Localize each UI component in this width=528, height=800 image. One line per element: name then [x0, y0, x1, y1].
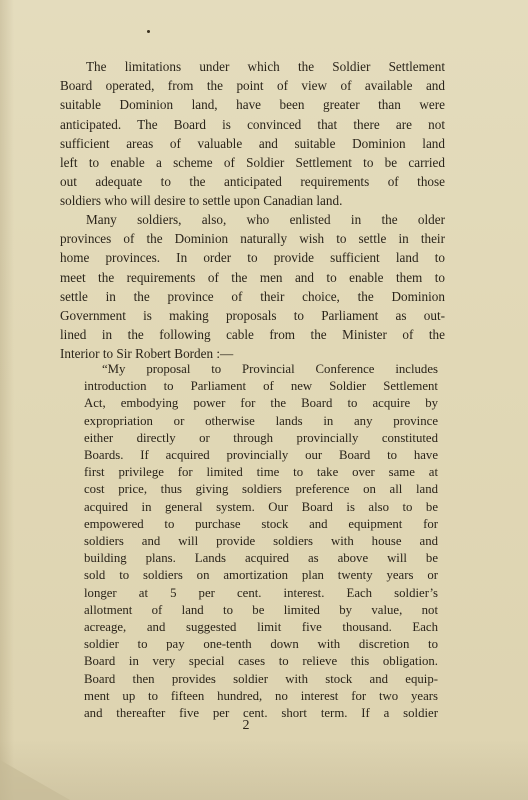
paragraph-provincial-settlement	[60, 210, 445, 364]
folded-corner	[0, 760, 70, 800]
text-line: soldiers who will desire to settle upon Canadian land.	[60, 193, 343, 209]
quote-line: acquired in general system. Our Board is also to be	[84, 499, 438, 514]
quote-line: cost price, thus giving soldiers preference on all land	[84, 482, 438, 497]
text-line: sufficient areas of valuable and suitable Dominion land	[60, 135, 445, 151]
quote-line: Act, embodying power for the Board to acquire by	[84, 396, 438, 411]
quote-line: ment up to fifteen hundred, no interest for two years	[84, 688, 438, 703]
page-shadow-left	[0, 0, 14, 800]
quote-line: allotment of land to be limited by value, not	[84, 602, 438, 617]
quote-line: Board in very special cases to relieve this obligation.	[84, 654, 438, 669]
quote-line: soldiers and will provide soldiers with house and	[84, 534, 438, 549]
quote-line: longer at 5 per cent. interest. Each soldier’s	[84, 585, 438, 600]
text-line: suitable Dominion land, have been greater than were	[60, 97, 445, 113]
page-shadow-bottom	[0, 740, 528, 800]
text-line: provinces of the Dominion naturally wish to settle in their	[60, 231, 445, 247]
quote-line: and thereafter five per cent. short term. If a soldier	[84, 706, 438, 721]
quote-line: expropriation or otherwise lands in any province	[84, 413, 438, 428]
text-line: home provinces. In order to provide sufficient land to	[60, 250, 445, 266]
text-line: meet the requirements of the men and to enable them to	[60, 269, 445, 285]
text-line: Interior to Sir Robert Borden :—	[60, 346, 234, 362]
text-line: Many soldiers, also, who enlisted in the older	[86, 212, 445, 227]
quote-line: acreage, and suggested limit five thousand. Each	[84, 620, 438, 635]
text-line: out adequate to the anticipated requirements of those	[60, 174, 445, 190]
quote-line: sold to soldiers on amortization plan twenty years or	[84, 568, 438, 583]
quoted-cable	[84, 361, 438, 722]
text-line: anticipated. The Board is convinced that there are not	[60, 116, 445, 132]
quote-line: first privilege for limited time to take over same at	[84, 465, 438, 480]
quote-line: either directly or through provincially constituted	[84, 430, 438, 445]
paragraph-soldier-settlement-limitations	[60, 57, 445, 211]
text-line: The limitations under which the Soldier Settlement	[86, 59, 445, 74]
quote-line: Boards. If acquired provincially our Board to have	[84, 448, 438, 463]
page-number: 2	[242, 718, 250, 733]
quote-line: “My proposal to Provincial Conference includes	[102, 362, 438, 376]
text-line: left to enable a scheme of Soldier Settlement to be carried	[60, 155, 445, 171]
text-line: Government is making proposals to Parliament as out-	[60, 308, 445, 324]
quote-line: Board then provides soldier with stock and equip-	[84, 671, 438, 686]
quote-line: soldier to pay one-tenth down with discretion to	[84, 637, 438, 652]
quote-line: building plans. Lands acquired as above will be	[84, 551, 438, 566]
quote-line: introduction to Parliament of new Soldier Settlement	[84, 379, 438, 394]
text-line: Board operated, from the point of view of available and	[60, 78, 445, 94]
quote-line: empowered to purchase stock and equipment for	[84, 516, 438, 531]
text-line: lined in the following cable from the Minister of the	[60, 327, 445, 343]
ink-speck	[147, 30, 150, 33]
text-line: settle in the province of their choice, the Dominion	[60, 288, 445, 304]
